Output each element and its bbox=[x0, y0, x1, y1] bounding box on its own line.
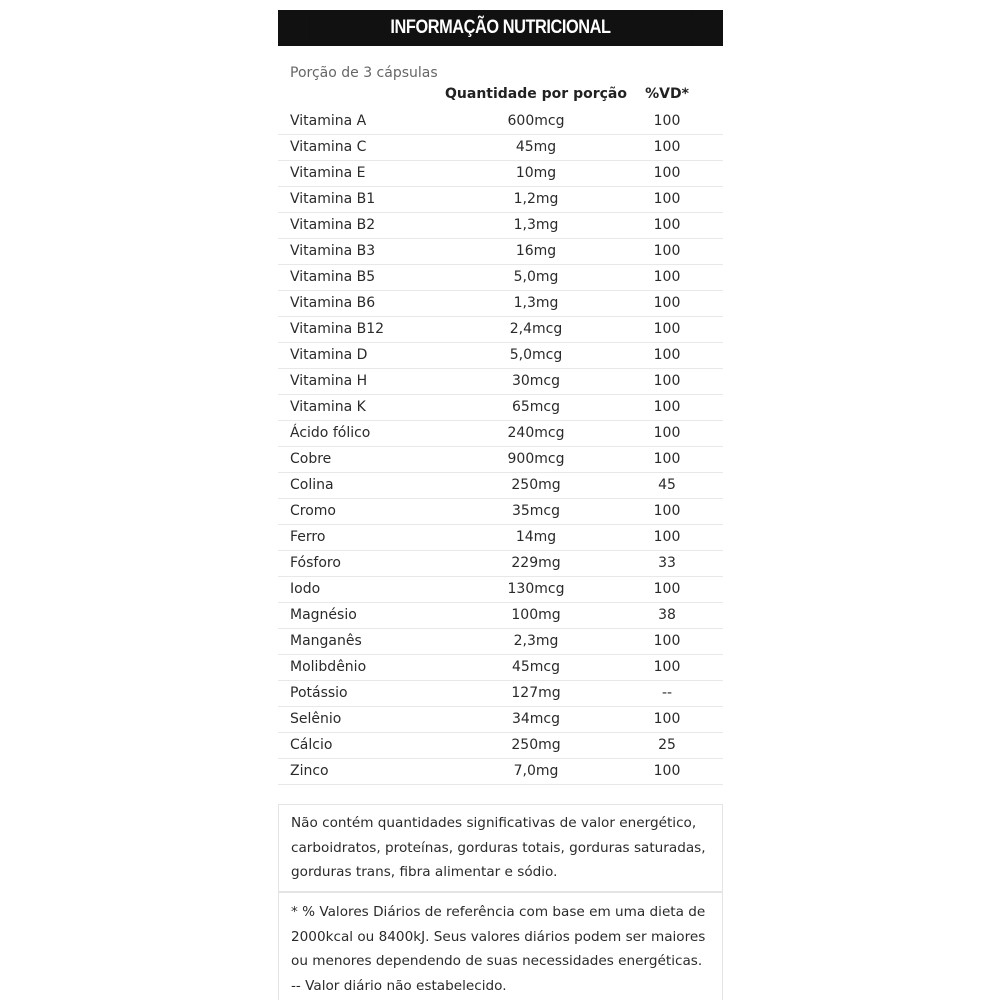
note-not-significant-box bbox=[278, 804, 723, 892]
nutrient-dv: 100 bbox=[653, 503, 681, 519]
nutrient-name: Zinco bbox=[290, 763, 329, 779]
table-row bbox=[278, 109, 723, 135]
table-row bbox=[278, 317, 723, 343]
nutrient-name: Vitamina B3 bbox=[290, 243, 376, 259]
nutrient-name: Vitamina D bbox=[290, 347, 368, 363]
table-row bbox=[278, 525, 723, 551]
nutrient-amount: 250mg bbox=[511, 477, 561, 493]
nutrient-amount: 5,0mg bbox=[513, 269, 559, 285]
nutrient-name: Vitamina A bbox=[290, 113, 367, 129]
table-row bbox=[278, 213, 723, 239]
table-row bbox=[278, 187, 723, 213]
nutrient-amount: 130mcg bbox=[507, 581, 565, 597]
nutrient-amount: 14mg bbox=[515, 529, 557, 545]
nutrient-name: Vitamina B12 bbox=[290, 321, 385, 337]
nutrient-dv: 38 bbox=[658, 607, 676, 623]
note-reference: * % Valores Diários de referência com base em uma dieta de 2000kcal ou 8400kJ. Seus valores diários podem ser maiores ou menores dependendo de suas necessidades energéticas. bbox=[291, 904, 706, 969]
nutrient-amount: 600mcg bbox=[507, 113, 565, 129]
table-row bbox=[278, 681, 723, 707]
nutrient-dv: 100 bbox=[653, 399, 681, 415]
nutrient-name: Vitamina B5 bbox=[290, 269, 376, 285]
portion-size: Porção de 3 cápsulas bbox=[290, 65, 438, 81]
table-row bbox=[278, 629, 723, 655]
nutrient-dv: 100 bbox=[653, 633, 681, 649]
nutrient-amount: 5,0mcg bbox=[509, 347, 563, 363]
nutrient-dv: 100 bbox=[653, 295, 681, 311]
column-header-amount: Quantidade por porção bbox=[445, 86, 627, 102]
table-row bbox=[278, 577, 723, 603]
nutrient-amount: 2,4mcg bbox=[509, 321, 563, 337]
table-row bbox=[278, 395, 723, 421]
nutrient-amount: 7,0mg bbox=[513, 763, 559, 779]
nutrient-amount: 240mcg bbox=[507, 425, 565, 441]
nutrient-dv: 25 bbox=[658, 737, 676, 753]
nutrient-dv: 100 bbox=[653, 217, 681, 233]
table-row bbox=[278, 265, 723, 291]
nutrient-dv: 100 bbox=[653, 269, 681, 285]
nutrient-amount: 65mcg bbox=[511, 399, 561, 415]
note-not-established: -- Valor diário não estabelecido. bbox=[291, 977, 507, 994]
table-row bbox=[278, 447, 723, 473]
nutrient-amount: 30mcg bbox=[511, 373, 561, 389]
nutrient-dv: 100 bbox=[653, 243, 681, 259]
note-reference-box bbox=[278, 892, 723, 1000]
nutrition-facts-panel bbox=[278, 10, 723, 785]
nutrient-name: Fósforo bbox=[290, 555, 341, 571]
table-row bbox=[278, 499, 723, 525]
table-row bbox=[278, 473, 723, 499]
column-header-dv: %VD* bbox=[645, 86, 689, 102]
nutrient-dv: 33 bbox=[658, 555, 676, 571]
note-not-significant: Não contém quantidades significativas de valor energético, carboidratos, proteínas, gorduras totais, gorduras saturadas, gorduras trans, fibra alimentar e sódio. bbox=[291, 815, 706, 880]
nutrient-name: Ácido fólico bbox=[290, 425, 371, 441]
nutrient-name: Colina bbox=[290, 477, 334, 493]
nutrient-amount: 100mg bbox=[511, 607, 561, 623]
table-row bbox=[278, 551, 723, 577]
nutrient-name: Iodo bbox=[290, 581, 321, 597]
table-header bbox=[278, 83, 723, 109]
nutrient-dv: 100 bbox=[653, 451, 681, 467]
nutrient-amount: 1,3mg bbox=[513, 217, 559, 233]
nutrient-amount: 45mg bbox=[515, 139, 557, 155]
table-row bbox=[278, 135, 723, 161]
nutrient-name: Potássio bbox=[290, 685, 348, 701]
nutrient-name: Manganês bbox=[290, 633, 362, 649]
nutrient-name: Vitamina K bbox=[290, 399, 366, 415]
nutrient-dv: 100 bbox=[653, 191, 681, 207]
nutrient-amount: 45mcg bbox=[511, 659, 561, 675]
nutrient-amount: 250mg bbox=[511, 737, 561, 753]
nutrient-name: Ferro bbox=[290, 529, 326, 545]
nutrient-name: Magnésio bbox=[290, 607, 357, 623]
nutrient-name: Cobre bbox=[290, 451, 332, 467]
nutrient-name: Vitamina B1 bbox=[290, 191, 376, 207]
table-row bbox=[278, 759, 723, 785]
nutrient-dv: 100 bbox=[653, 139, 681, 155]
nutrient-dv: 100 bbox=[653, 425, 681, 441]
nutrient-amount: 35mcg bbox=[511, 503, 561, 519]
nutrient-amount: 229mg bbox=[511, 555, 561, 571]
nutrient-name: Vitamina C bbox=[290, 139, 367, 155]
nutrient-dv: 100 bbox=[653, 581, 681, 597]
header-bar bbox=[278, 10, 723, 46]
table-row bbox=[278, 291, 723, 317]
nutrient-dv: 100 bbox=[653, 113, 681, 129]
table-row bbox=[278, 733, 723, 759]
table-row bbox=[278, 369, 723, 395]
table-row bbox=[278, 161, 723, 187]
nutrient-name: Vitamina B2 bbox=[290, 217, 376, 233]
nutrient-name: Vitamina H bbox=[290, 373, 368, 389]
table-row bbox=[278, 707, 723, 733]
nutrient-name: Cromo bbox=[290, 503, 336, 519]
column-header-name bbox=[278, 83, 444, 109]
nutrient-amount: 1,2mg bbox=[513, 191, 559, 207]
nutrient-name: Selênio bbox=[290, 711, 342, 727]
nutrient-name: Cálcio bbox=[290, 737, 333, 753]
nutrient-dv: 100 bbox=[653, 659, 681, 675]
nutrient-amount: 16mg bbox=[515, 243, 557, 259]
nutrient-dv: 100 bbox=[653, 711, 681, 727]
nutrient-dv: 45 bbox=[658, 477, 676, 493]
nutrient-name: Vitamina E bbox=[290, 165, 366, 181]
nutrient-dv: 100 bbox=[653, 321, 681, 337]
table-row bbox=[278, 655, 723, 681]
nutrient-dv: -- bbox=[661, 685, 673, 701]
nutrient-amount: 1,3mg bbox=[513, 295, 559, 311]
nutrient-amount: 127mg bbox=[511, 685, 561, 701]
nutrient-name: Molibdênio bbox=[290, 659, 367, 675]
nutrient-amount: 10mg bbox=[515, 165, 557, 181]
nutrient-table bbox=[278, 109, 723, 785]
nutrient-amount: 34mcg bbox=[511, 711, 561, 727]
nutrient-dv: 100 bbox=[653, 529, 681, 545]
panel-title: INFORMAÇÃO NUTRICIONAL bbox=[309, 10, 692, 46]
nutrient-dv: 100 bbox=[653, 347, 681, 363]
nutrient-dv: 100 bbox=[653, 165, 681, 181]
table-row bbox=[278, 603, 723, 629]
table-row bbox=[278, 343, 723, 369]
nutrient-dv: 100 bbox=[653, 763, 681, 779]
nutrient-name: Vitamina B6 bbox=[290, 295, 376, 311]
nutrient-amount: 900mcg bbox=[507, 451, 565, 467]
table-row bbox=[278, 239, 723, 265]
nutrient-amount: 2,3mg bbox=[513, 633, 559, 649]
nutrient-dv: 100 bbox=[653, 373, 681, 389]
table-row bbox=[278, 421, 723, 447]
